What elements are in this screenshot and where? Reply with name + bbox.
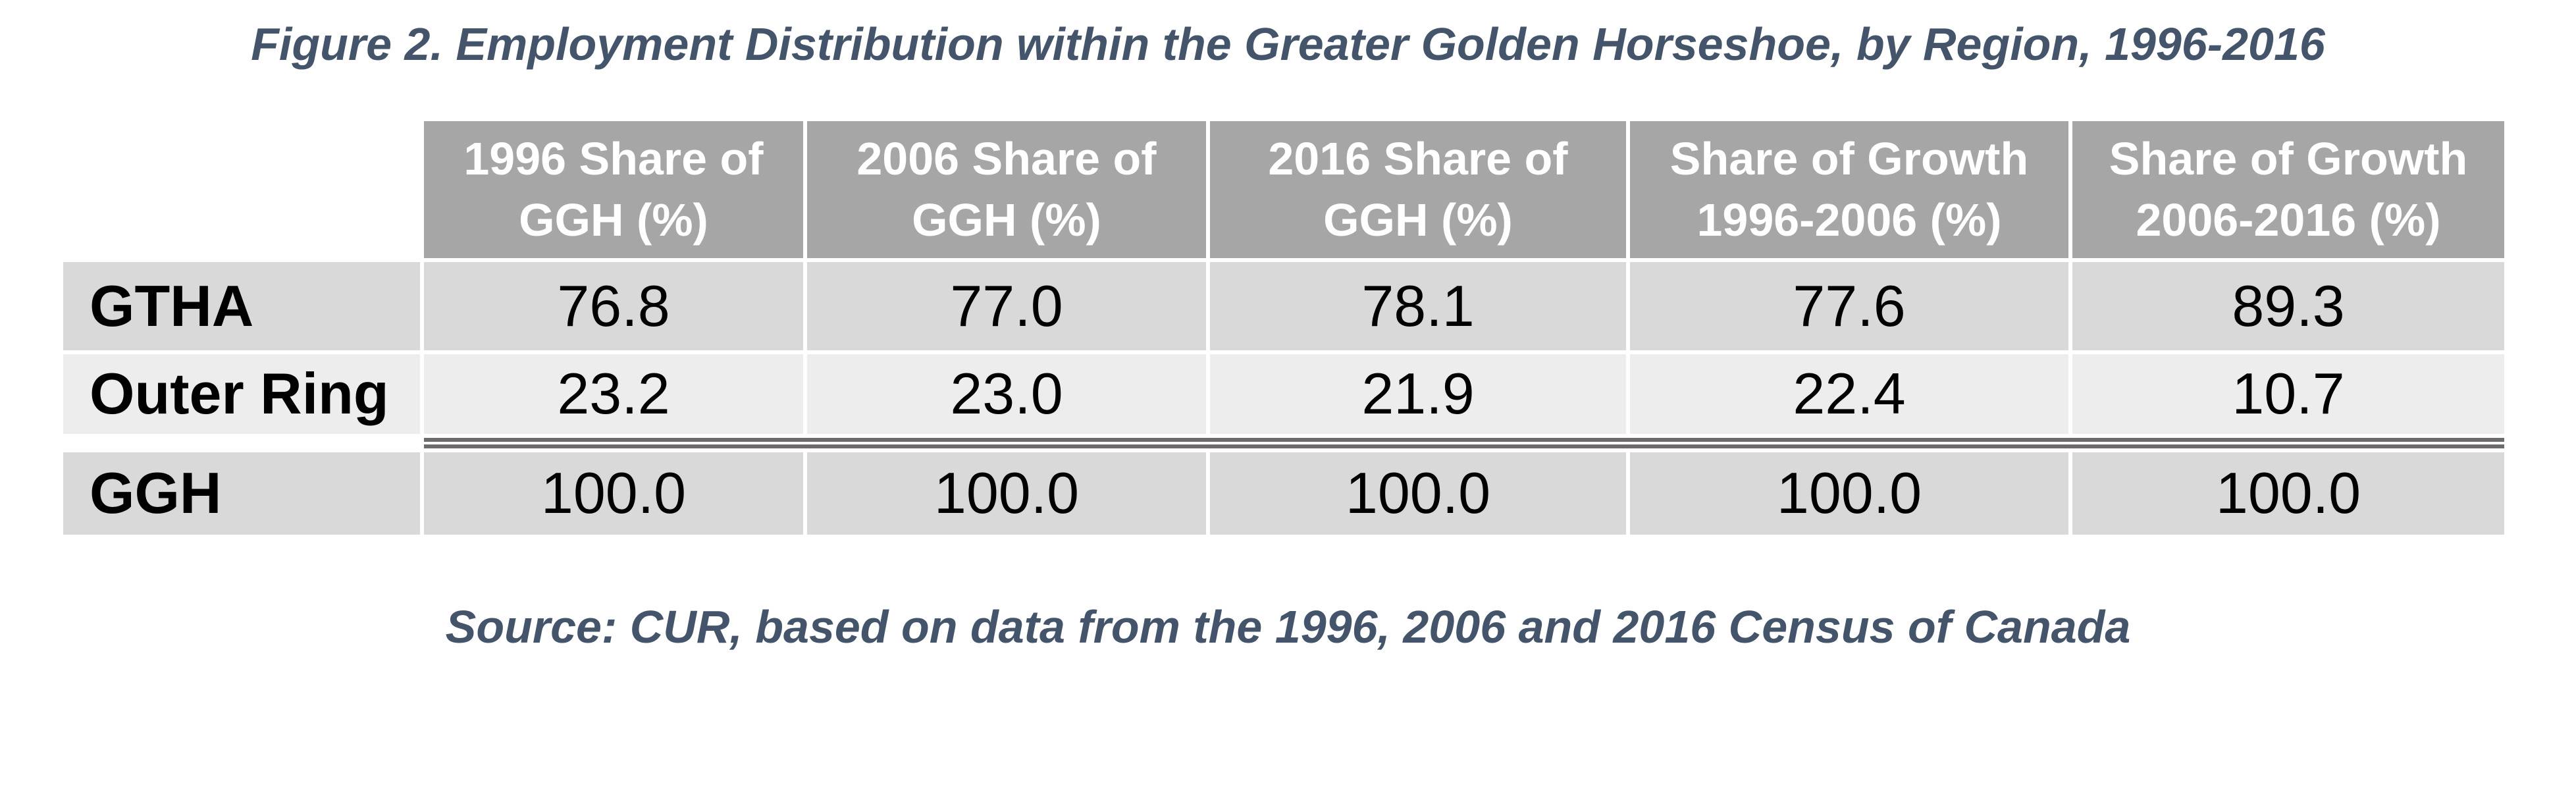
value-cell: 23.0: [807, 354, 1206, 434]
value-cell: 89.3: [2072, 262, 2504, 350]
column-header-2006-share: 2006 Share of GGH (%): [807, 121, 1206, 258]
value-cell: 100.0: [807, 452, 1206, 535]
column-header-growth-1996-2006: Share of Growth 1996-2006 (%): [1630, 121, 2068, 258]
value-cell: 21.9: [1210, 354, 1626, 434]
double-rule-separator: [424, 438, 2504, 448]
figure-title: Figure 2. Employment Distribution within the Greater Golden Horseshoe, by Region, 1996-2016: [251, 18, 2325, 70]
value-cell: 22.4: [1630, 354, 2068, 434]
column-header-growth-2006-2016: Share of Growth 2006-2016 (%): [2072, 121, 2504, 258]
employment-distribution-table: [63, 121, 2504, 535]
value-cell: 100.0: [424, 452, 803, 535]
row-label-outer-ring: Outer Ring: [63, 354, 420, 434]
column-header-empty: [63, 121, 420, 258]
column-header-2016-share: 2016 Share of GGH (%): [1210, 121, 1626, 258]
value-cell: 100.0: [1210, 452, 1626, 535]
value-cell: 10.7: [2072, 354, 2504, 434]
source-note: Source: CUR, based on data from the 1996, 2006 and 2016 Census of Canada: [445, 600, 2131, 653]
separator-spacer: [63, 438, 420, 448]
value-cell: 77.6: [1630, 262, 2068, 350]
row-label-gtha: GTHA: [63, 262, 420, 350]
value-cell: 100.0: [2072, 452, 2504, 535]
value-cell: 76.8: [424, 262, 803, 350]
value-cell: 77.0: [807, 262, 1206, 350]
value-cell: 23.2: [424, 354, 803, 434]
value-cell: 78.1: [1210, 262, 1626, 350]
value-cell: 100.0: [1630, 452, 2068, 535]
row-label-ggh: GGH: [63, 452, 420, 535]
column-header-1996-share: 1996 Share of GGH (%): [424, 121, 803, 258]
